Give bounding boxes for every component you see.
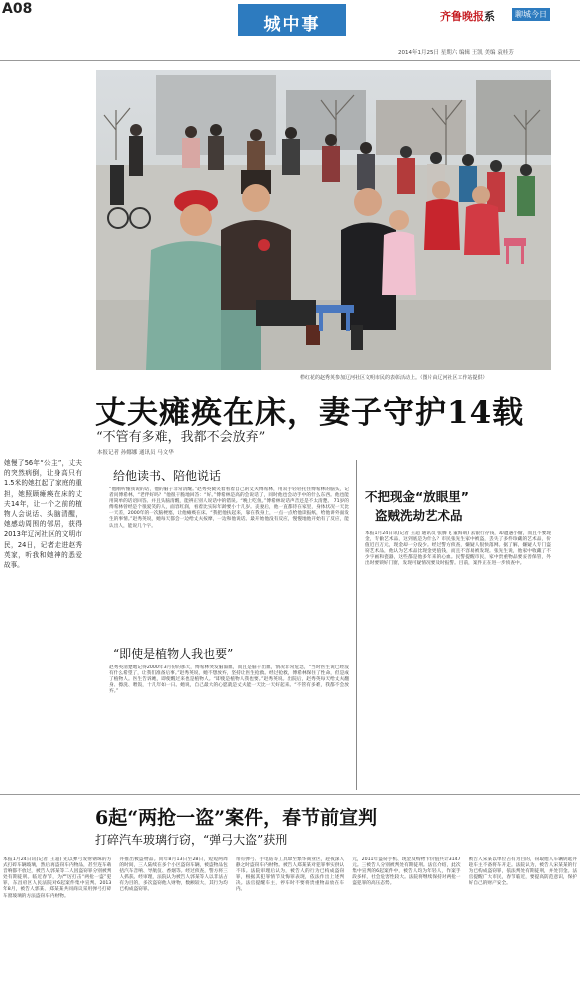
bottom-article-column: 元，2011年盗窃手机、现金及购物卡价值共计3147元。三被告人分别被判处有期徒刑。法官介绍，此次集中宣判的6起案件中，被告人均为年轻人，作案手段多样，社会危害性较大。法院将继续保持对两抢一盗犯罪的高压态势。 [352,857,461,887]
lead-summary-text: 她慢了56年“公主”，丈夫的突然病倒，让身高只有1.5米的她扛起了家庭的重担，她照顾瘫痪在床的丈夫14年，让一个之前的植物人会说话、头脑清醒，她感动周围的邻居，获得2013年辽河社区的文明市民，24日，记者走进赵秀英家，听我和她神的悉爱故事。 [4,459,82,570]
brand-logo [440,8,495,24]
main-subhead: “不管有多难，我都不会放弃” [96,430,266,445]
section-title: 城中事 [238,8,346,36]
header-divider [0,60,580,61]
page-number: A08 [2,1,33,17]
side-article-body: 本报1月24日讯(记者 王超 通讯员 张腾飞 董海萌) 去银行存钱，却遭遇小偷，而且不要现金，专偷艺术品，这到底是为什么？市民张先生家中被盗，丢失了多件珍藏的艺术品，价值近百万元，现金却一分没少。经过警方侦查，嫌疑人很快落网。据了解，嫌疑人专门盗窃艺术品，他认为艺术品比现金更值钱，而且不容易被发现。张先生说，他家中收藏了不少字画和瓷器，这些都是他多年来的心血。民警提醒市民，家中贵重物品要妥善保管，外出时要锁好门窗，发现可疑情况要及时报警。目前，案件正在进一步侦查中。 [365,531,551,567]
side-headline: 不把现金“放眼里” [365,489,469,504]
news-photo [96,70,551,370]
article-body: 赵秀英清楚地记得2000年3月份的那天，傅希林突发脑溢血，而且是脑干出血，情况非常危急，“当时医生说已经没有什么希望了，让我们准备后事。”赵秀英说，她不想放弃，坚持让医生抢救。经过抢救，傅希林保住了性命，但是成了植物人。医生告诉她，即使醒过来也是植物人。“即使是植物人我也要。”赵秀英说。出院后，赵秀英每天给丈夫翻身、擦洗、喂饭，十几年如一日。她说，自己最大的心愿就是丈夫能一天比一天好起来。“不管有多难，我都不会放弃。” [109,665,349,695]
bottom-headline: 6起“两抢一盗”案件，春节前宣判 [95,807,378,829]
section-subtitle: 给他读书、陪他说话 [113,469,222,483]
lead-summary [4,458,82,666]
photo-illustration [96,70,551,370]
bottom-article-column: 带有弹弓、手电钻等工具窜至繁华商业区，趁夜深人静之时盗窃车内财物。被告人郑某某对犯罪事实供认不讳。法院审理后认为，被告人的行为已构成盗窃罪，根据其犯罪情节及悔罪表现，依法作出上述判决。法官提醒车主，停车时不要将贵重物品放在车内。 [235,857,345,893]
bottom-article-column: 并推出被盗物品。同年8月13日至28日，短短两周的时间，三人陆续在多个小区盗窃车辆，被盗物品包括汽车音响、导航仪、香烟等。经过侦查，警方将三人抓获。经审理，法院认为被告人郭某等人以非法占有为目的，多次盗窃他人财物，数额较大，其行为均已构成盗窃罪。 [119,857,228,893]
photo-caption: 栉红花的赵秀英参加辽河社区文明市民的表彰活动上。（图片由辽河社区工作站提供） [300,375,488,381]
issue-info: 2014年1月25日 星期六 编辑 王凯 美编 袁桂芳 [398,50,514,56]
bottom-article-column: 本报1月24日讯(记者 王超) 先以弹弓发射钢珠的方式打碎车辆玻璃，然后再盗窃车内物品，甚至连车载音响都不放过，被告人郭某等二人因盗窃罪分别被判处有期徒刑。临近春节，为严厉打击“两抢一盗”犯罪，东昌府区人民法院对6起案件集中宣判。2013年8月，被告人郭某、郑某某共同商议采用弹弓打碎车窗玻璃的方法盗窃车内财物。 [3,857,112,899]
article-body: “他刚听懂我说的话，他的脑子非常清醒。”赵秀英微笑着看着自己的丈夫傅希林，用双手轻轻托住傅希林的脑头，记者问傅希林，“老伴好吗？”他很干脆地回答：“好。”傅希林是高的会说话了，同时他也会动手中的什么东西。他也能用简单的话语回答。并且头脑清醒，能辨正别人说话中的错误。“晚上吃鱼。”傅希林说话声音还是不太清楚。 71岁的傅希林曾经是个很爱笑的人，面容红润，看着比实际年龄要小十几岁。丧妻后，他一直都待在家里，身体状况一天比一天差，2000年的一次脑梗塞，让他瘫痪在床。“我把他扶起来，靠在我身上，一点一点给他读报纸，给他讲外面发生的事情。”赵秀英说，她每天都会一边给丈夫按摩，一边和他说话。最开始他没有反应，慢慢地他开始有了反应，能认出人，能说几个字。 [109,487,349,529]
side-headline-line2: 盗贼洗劫艺术品 [375,508,463,523]
bottom-subhead: 打碎汽车玻璃行窃，“弹弓大盗”获刑 [95,833,288,847]
byline: 本报记者 孙娜娜 通讯员 马文华 [97,450,174,456]
brand-suffix: 系 [484,10,495,23]
bottom-divider [0,794,580,795]
main-headline: 丈夫瘫痪在床，妻子守护14载 [95,395,525,431]
column-divider [356,460,357,790]
brand-name: 齐鲁晚报 [440,10,484,23]
brand-sub-badge: 聊城今日 [512,8,550,21]
bottom-article-column: 被告人宋某以单位占有为目的，窃取他人车辆钥匙并趁车主不备将车开走。法院认为，被告人宋某某的行为已构成盗窃罪，依法判处有期徒刑，并处罚金。法官提醒广大市民，春节临近，要提高防范意识，保护好自己的财产安全。 [468,857,578,887]
section-subtitle: “即使是植物人我也要” [113,647,234,661]
bottom-article-columns [3,857,577,981]
